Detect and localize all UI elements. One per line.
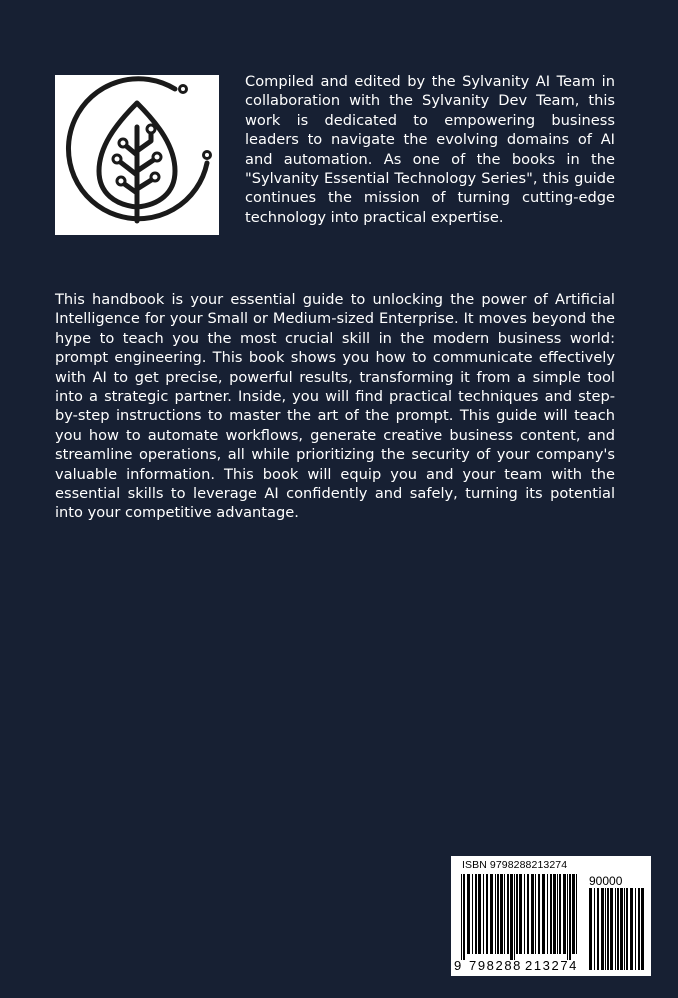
barcode-bar bbox=[500, 874, 503, 954]
leaf-circuit-icon bbox=[55, 75, 219, 235]
barcode-bar bbox=[567, 874, 568, 960]
barcode-bar bbox=[547, 874, 548, 954]
barcode-bar bbox=[638, 888, 640, 970]
barcode-bar bbox=[483, 874, 484, 954]
barcode-bar bbox=[553, 874, 556, 954]
barcode-bar bbox=[486, 874, 488, 954]
description-paragraph: This handbook is your essential guide to unlocking the power of Artificial Intelligence for your Small or Medium-sized Enterprise. It moves beyond the hype to teach you the most crucial skill in the modern business world: prompt engineering. This book shows you how to communicate effectively with AI to get precise, powerful results, transforming it from a simple tool into a strategic partner. Inside, you will find practical techniques and step-by-step instructions to master the art of the prompt. This guide will teach you how to automate workflows, generate creative business content, and streamline operations, all while prioritizing the security of your company's valuable information. This book will equip you and your team with the essential skills to leverage AI confidently and safely, turning its potential into your competitive advantage. bbox=[55, 291, 615, 522]
barcode-bar bbox=[601, 888, 604, 970]
barcode-bar bbox=[463, 874, 465, 960]
barcode-bar bbox=[597, 888, 599, 970]
isbn-digits-left: 798288 bbox=[469, 958, 522, 973]
barcode-bar bbox=[569, 874, 571, 960]
isbn-digit-lead: 9 bbox=[454, 958, 462, 973]
price-code: 90000 bbox=[589, 874, 623, 888]
barcode-bar bbox=[527, 874, 529, 954]
barcode-bar bbox=[624, 888, 625, 970]
barcode-bar bbox=[607, 888, 609, 970]
barcode-bar bbox=[497, 874, 499, 954]
barcode-bar bbox=[461, 874, 462, 960]
barcode-bar bbox=[589, 888, 592, 970]
barcode-bar bbox=[467, 874, 470, 954]
barcode-bar bbox=[605, 888, 606, 970]
barcode-bar bbox=[576, 874, 577, 954]
barcode-bar bbox=[519, 874, 522, 954]
barcode-bar bbox=[516, 874, 518, 954]
barcode-bar bbox=[535, 874, 536, 954]
barcode-bar bbox=[610, 888, 613, 970]
barcode-bar bbox=[495, 874, 496, 954]
barcode-bar bbox=[475, 874, 477, 954]
barcode-bar bbox=[594, 888, 595, 970]
barcode-bar bbox=[531, 874, 534, 954]
barcode-bar bbox=[510, 874, 513, 960]
barcode-bar bbox=[524, 874, 525, 954]
barcode-bar bbox=[572, 874, 575, 954]
barcode-bar bbox=[514, 874, 515, 960]
barcode-bar bbox=[542, 874, 545, 954]
barcode-bar bbox=[557, 874, 558, 954]
barcode-bar bbox=[626, 888, 628, 970]
barcode-bar bbox=[630, 888, 633, 970]
barcode-bar bbox=[615, 888, 616, 970]
barcode-bar bbox=[472, 874, 473, 954]
intro-paragraph: Compiled and edited by the Sylvanity AI Team in collaboration with the Sylvanity Dev Team, this work is dedicated to empowering business leaders to navigate the evolving domains of AI and automation. As one of the books in the "Sylvanity Essential Technology Series", this guide continues the mission of turning cutting-edge technology into practical expertise. bbox=[245, 73, 615, 226]
barcode-bar bbox=[490, 874, 493, 954]
barcode-bar bbox=[620, 888, 623, 970]
barcode-bar bbox=[504, 874, 505, 954]
publisher-logo bbox=[55, 75, 219, 235]
barcode-bar bbox=[538, 874, 540, 954]
barcode-bar bbox=[507, 874, 509, 954]
isbn-barcode bbox=[451, 856, 651, 976]
isbn-digits-right: 213274 bbox=[525, 958, 578, 973]
barcode-bar bbox=[563, 874, 566, 954]
barcode-bar bbox=[617, 888, 619, 970]
barcode-bar bbox=[478, 874, 481, 954]
barcode-bar bbox=[550, 874, 552, 954]
barcode-bar bbox=[635, 888, 636, 970]
barcode-bar bbox=[641, 888, 644, 970]
barcode-bar bbox=[559, 874, 561, 954]
isbn-label: ISBN 9798288213274 bbox=[462, 859, 568, 871]
